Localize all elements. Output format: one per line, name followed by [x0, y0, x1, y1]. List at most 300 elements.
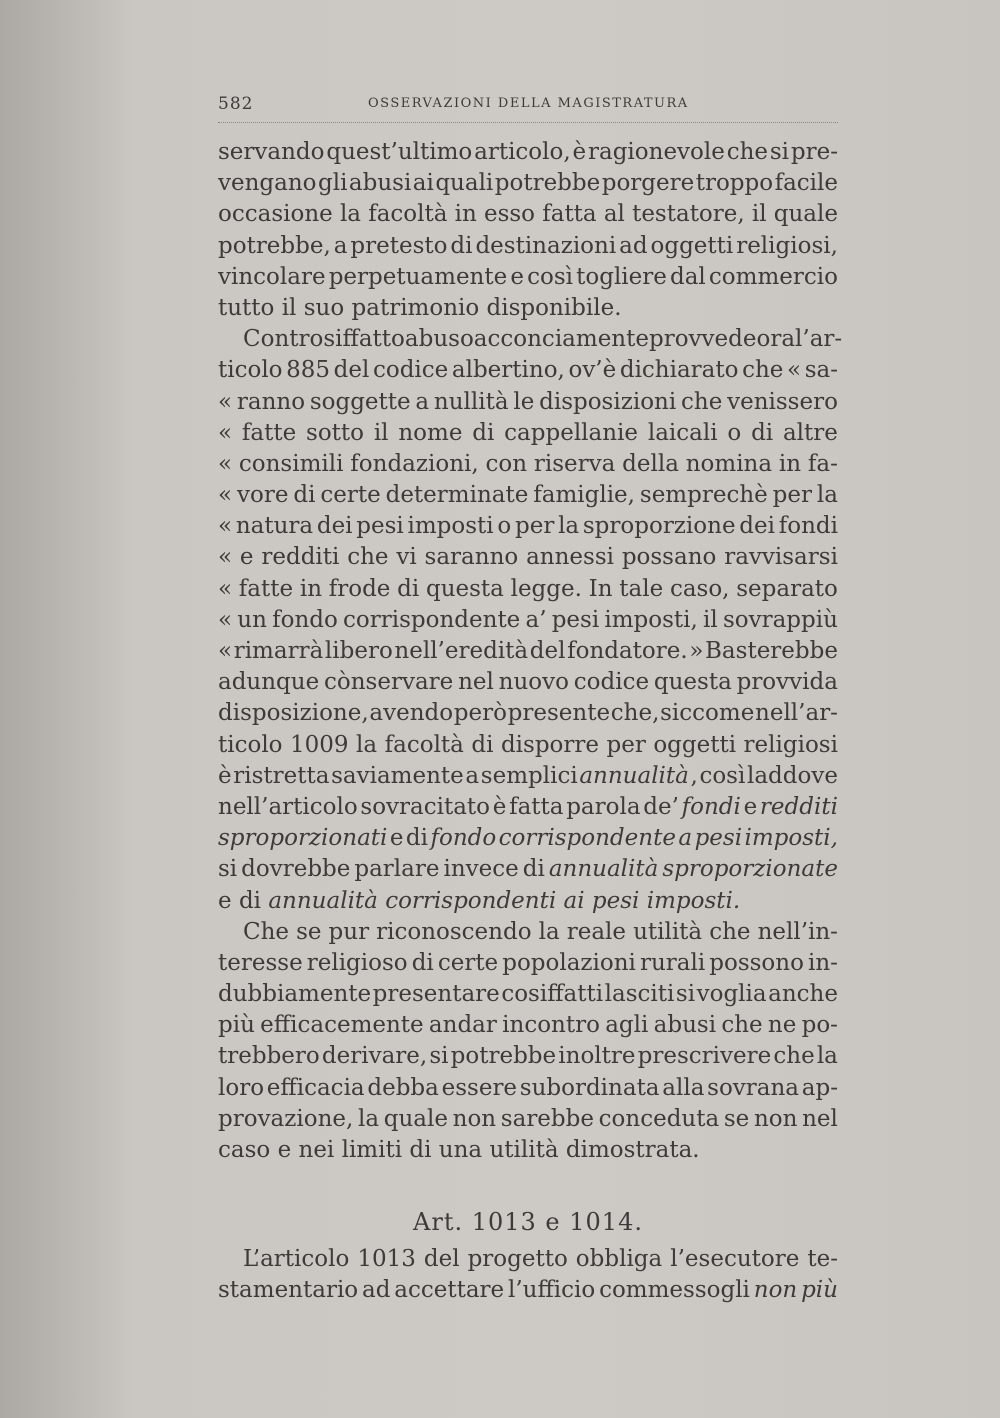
word: pre-	[790, 139, 838, 165]
word: ap-	[801, 1074, 838, 1101]
word: dubbiamente	[218, 981, 372, 1008]
word: 1013	[357, 1246, 416, 1272]
text-line	[218, 574, 838, 605]
word: per	[514, 513, 555, 540]
word: tale	[619, 575, 664, 602]
word: di	[751, 419, 774, 446]
word: fatte	[241, 419, 297, 446]
word: sa-	[804, 357, 838, 384]
text-line	[218, 1275, 838, 1306]
word: nomina	[685, 450, 773, 477]
word: altre	[782, 419, 838, 446]
word: facile	[774, 170, 838, 197]
word: accettare	[394, 1277, 505, 1304]
italic-word: corrispondente	[498, 825, 676, 852]
word: di	[411, 949, 434, 976]
word: vore	[236, 482, 289, 509]
word: siccome	[660, 700, 755, 727]
word: sovrana	[707, 1074, 800, 1101]
word: una	[438, 1137, 483, 1163]
word: te-	[807, 1246, 838, 1272]
word: esso	[483, 201, 536, 228]
word: anche	[768, 981, 838, 1008]
word: codice	[372, 357, 449, 384]
text-line	[218, 730, 838, 761]
word: di	[405, 825, 429, 852]
word: limiti	[341, 1137, 403, 1163]
italic-word: annualità	[268, 887, 378, 914]
word: il	[703, 606, 718, 633]
word: rurali	[639, 949, 706, 976]
word: utilità	[633, 918, 703, 945]
italic-word: sproporzionati	[218, 825, 388, 852]
text-line	[218, 199, 838, 230]
word: abusi	[653, 1012, 717, 1039]
word: nell’eredità	[394, 638, 529, 664]
word: ad	[361, 1277, 391, 1304]
word: abuso	[404, 326, 474, 353]
word: nome	[398, 419, 463, 446]
word: ,	[690, 762, 698, 789]
word: separato	[736, 575, 838, 602]
word: redditi	[261, 544, 340, 571]
word: a’	[525, 606, 547, 633]
section-text	[218, 1244, 838, 1306]
text-line	[218, 667, 838, 698]
text-line	[218, 979, 838, 1010]
word: articolo,	[474, 139, 571, 165]
word: laicali	[647, 419, 718, 446]
word: fatta	[509, 793, 564, 820]
italic-word: annualità	[548, 856, 659, 883]
word: che	[726, 139, 769, 165]
word: stamentario	[218, 1277, 359, 1304]
word: disposizioni	[539, 388, 677, 415]
word: del	[529, 638, 566, 664]
word: il	[373, 419, 389, 446]
word: Basterebbe	[705, 638, 838, 664]
word: «	[218, 482, 233, 509]
word: la	[538, 918, 560, 945]
page-header	[218, 94, 838, 123]
word: se	[296, 918, 322, 945]
word: per	[772, 482, 812, 509]
word: dovrebbe	[241, 856, 351, 883]
page-gutter-shadow	[0, 0, 130, 1418]
word: il	[281, 294, 297, 321]
word: «	[218, 575, 233, 602]
word: in	[454, 201, 477, 228]
word: si	[675, 981, 696, 1008]
word: servando	[218, 139, 325, 165]
text-line	[218, 854, 838, 885]
word: però	[453, 700, 507, 727]
text-line	[218, 293, 838, 324]
word: certe	[320, 482, 381, 509]
word: fondazioni,	[350, 450, 479, 477]
word: la	[358, 1105, 380, 1132]
word: Contro	[243, 326, 324, 353]
word: nullità	[433, 388, 509, 415]
word: possono	[709, 949, 804, 976]
word: cosiffatti	[501, 981, 604, 1008]
text-line	[218, 418, 838, 449]
word: vi	[396, 544, 417, 571]
word: «	[218, 513, 233, 540]
word: si	[769, 139, 790, 165]
word: ai	[412, 170, 434, 197]
word: imposti,	[604, 606, 698, 633]
word: di	[409, 1137, 432, 1163]
word: ragionevole	[588, 139, 725, 165]
word: popolazioni	[502, 949, 636, 976]
word: po-	[801, 1012, 838, 1039]
word: nell’in-	[757, 918, 838, 945]
text-line	[218, 636, 838, 667]
word: corrispondente	[343, 606, 521, 633]
word: pesi	[356, 513, 404, 540]
word: al	[603, 201, 625, 228]
word: religioso	[306, 949, 408, 976]
word: si	[218, 856, 238, 883]
word: quest’ultimo	[326, 139, 473, 165]
word: disponibile.	[486, 294, 622, 321]
word: 1009	[290, 731, 349, 758]
word: fondatore.	[567, 638, 688, 664]
word: religiosi,	[736, 232, 838, 259]
word: di	[293, 482, 316, 509]
word: suo	[303, 294, 345, 321]
word: teresse	[218, 949, 303, 976]
word: obbliga	[575, 1246, 663, 1272]
word: agli	[605, 1012, 649, 1039]
word: provvede	[648, 326, 757, 353]
word: saranno	[424, 544, 519, 571]
word: adunque	[218, 669, 320, 696]
word: fatte	[238, 575, 294, 602]
text-line	[218, 1010, 838, 1041]
word: è	[218, 762, 232, 789]
word: sovracitato	[360, 793, 491, 820]
word: o	[727, 419, 742, 446]
word: Che	[243, 918, 290, 945]
word: famiglie,	[533, 482, 635, 509]
word: derivare,	[321, 1043, 428, 1070]
word: ristretta	[233, 762, 330, 789]
text-line	[218, 449, 838, 480]
word: l’ar-	[795, 326, 843, 353]
word: consimili	[238, 450, 344, 477]
text-line	[218, 168, 838, 199]
word: fatta	[542, 201, 597, 228]
word: perpetuamente	[328, 263, 508, 290]
word: ravvisarsi	[724, 544, 838, 571]
word: trebbero	[218, 1043, 320, 1070]
text-line	[218, 605, 838, 636]
word: le	[513, 388, 535, 415]
word: lasciti	[604, 981, 675, 1008]
word: la	[816, 482, 838, 509]
word: questa	[425, 575, 504, 602]
word: non	[452, 1105, 497, 1132]
word: l’ufficio	[507, 1277, 596, 1304]
word: nuovo	[498, 669, 569, 696]
word: della	[622, 450, 679, 477]
text-line	[218, 792, 838, 823]
word: incontro	[502, 1012, 600, 1039]
word: dei	[739, 513, 775, 540]
word: potrebbe	[450, 1043, 557, 1070]
text-line	[218, 480, 838, 511]
word: di	[450, 232, 473, 259]
word: «	[218, 388, 233, 415]
word: togliere	[576, 263, 667, 290]
word: provazione,	[218, 1105, 354, 1132]
word: In	[588, 575, 613, 602]
word: commessogli	[599, 1277, 750, 1304]
word: nell’ar-	[755, 700, 838, 727]
word: di	[472, 419, 495, 446]
word: oggetti	[650, 232, 734, 259]
word: debba	[367, 1074, 439, 1101]
word: sarebbe	[500, 1105, 594, 1132]
word: efficacemente	[260, 1012, 424, 1039]
word: albertino,	[451, 357, 565, 384]
word: cappellanie	[504, 419, 639, 446]
word: se	[723, 1105, 750, 1132]
word: «	[218, 638, 233, 664]
text-line	[218, 1073, 838, 1104]
word: e	[277, 1137, 292, 1163]
word: conceduta	[598, 1105, 720, 1132]
word: »	[689, 638, 704, 664]
text-line	[218, 823, 838, 854]
word: riserva	[533, 450, 616, 477]
word: presentare	[372, 981, 500, 1008]
word: soggette	[309, 388, 411, 415]
text-line	[218, 137, 838, 168]
word: subordinata	[519, 1074, 660, 1101]
word: «	[218, 419, 233, 446]
word: che	[347, 544, 389, 571]
word: ora	[756, 326, 796, 353]
word: è	[572, 139, 587, 165]
word: frode	[328, 575, 391, 602]
word: natura	[235, 513, 314, 540]
word: annessi	[526, 544, 614, 571]
word: la	[816, 1043, 838, 1070]
word: nel	[802, 1105, 838, 1132]
text-line	[218, 1244, 838, 1275]
italic-word: pesi	[694, 825, 743, 852]
word: e	[743, 793, 758, 820]
word: disporre	[500, 731, 599, 758]
word: laddove	[746, 762, 838, 789]
word: sovrappiù	[722, 606, 838, 633]
text-line	[218, 324, 843, 355]
word: avendo	[369, 700, 454, 727]
word: vincolare	[218, 263, 326, 290]
word: provvida	[736, 669, 838, 696]
word: del	[423, 1246, 460, 1272]
word: caso	[218, 1137, 271, 1163]
word: certe	[437, 949, 499, 976]
word: parola	[566, 793, 641, 820]
word: di	[471, 731, 494, 758]
word: che	[773, 1043, 815, 1070]
word: commercio	[708, 263, 838, 290]
word: dei	[316, 513, 353, 540]
italic-word: più	[801, 1277, 838, 1304]
word: cònservare	[324, 669, 454, 696]
word: occasione	[218, 201, 333, 228]
word: imposti	[407, 513, 494, 540]
word: facoltà	[368, 201, 448, 228]
word: sproporzione	[582, 513, 736, 540]
text-line	[218, 542, 838, 573]
word: semplici	[480, 762, 578, 789]
italic-word: imposti.	[646, 887, 741, 914]
word: o	[497, 513, 512, 540]
text-line	[218, 698, 838, 729]
italic-word: sproporzionate	[662, 856, 838, 883]
word: disposizione,	[218, 700, 369, 727]
word: questa	[653, 669, 732, 696]
word: così	[699, 762, 746, 789]
word: pur	[328, 918, 370, 945]
word: nei	[298, 1137, 335, 1163]
word: «	[218, 544, 233, 571]
word: semprechè	[639, 482, 768, 509]
word: alla	[662, 1074, 705, 1101]
word: in-	[807, 949, 838, 976]
word: che	[709, 918, 751, 945]
word: «	[787, 357, 802, 384]
word: fondo	[272, 606, 338, 633]
word: venissero	[727, 388, 838, 415]
word: determinate	[385, 482, 529, 509]
italic-word: fondo	[430, 825, 497, 852]
text-line	[218, 917, 838, 948]
word: parlare	[354, 856, 440, 883]
text-line	[218, 1135, 838, 1166]
word: facoltà	[384, 731, 464, 758]
word: potrebbe,	[218, 232, 331, 259]
word: reale	[566, 918, 627, 945]
word: ticolo	[218, 357, 283, 384]
word: utilità	[489, 1137, 559, 1163]
word: de’	[643, 793, 679, 820]
word: dichiarato	[619, 357, 739, 384]
word: testatore,	[632, 201, 745, 228]
word: così	[527, 263, 573, 290]
page-number: 582	[218, 94, 254, 114]
word: prescrivere	[637, 1043, 772, 1070]
word: nel	[458, 669, 494, 696]
word: abusi	[348, 170, 412, 197]
text-line	[218, 231, 838, 262]
word: essere	[441, 1074, 518, 1101]
word: pretesto	[350, 232, 448, 259]
word: che	[681, 388, 723, 415]
word: 885	[286, 357, 331, 384]
word: a	[465, 762, 480, 789]
word: l’esecutore	[670, 1246, 800, 1272]
text-line	[218, 761, 838, 792]
text-line	[218, 262, 838, 293]
word: pesi	[551, 606, 600, 633]
word: gli	[317, 170, 348, 197]
italic-word: pesi	[591, 887, 640, 914]
word: e	[510, 263, 524, 290]
text-line	[218, 511, 838, 542]
word: destinazioni	[475, 232, 617, 259]
word: ad	[619, 232, 648, 259]
italic-word: a	[678, 825, 693, 852]
word: in	[299, 575, 323, 602]
italic-word: fondi	[681, 793, 741, 820]
word: progetto	[467, 1246, 568, 1272]
section-title: Art. 1013 e 1014.	[413, 1208, 643, 1236]
word: efficacia	[266, 1074, 365, 1101]
italic-word: non	[753, 1277, 798, 1304]
word: con	[485, 450, 528, 477]
word: libero	[324, 638, 393, 664]
italic-word: annualità	[579, 762, 689, 789]
word: riconoscendo	[376, 918, 532, 945]
word: potrebbe	[494, 170, 601, 197]
word: fondi	[778, 513, 838, 540]
text-line	[218, 948, 838, 979]
body-text	[218, 137, 843, 1166]
word: ne	[767, 1012, 797, 1039]
word: del	[333, 357, 370, 384]
word: dal	[670, 263, 706, 290]
word: siffatto	[323, 326, 405, 353]
word: la	[356, 731, 378, 758]
word: vengano	[218, 170, 317, 197]
word: un	[237, 606, 267, 633]
word: che,	[610, 700, 660, 727]
italic-word: redditi	[759, 793, 838, 820]
word: caso,	[669, 575, 730, 602]
word: codice	[573, 669, 650, 696]
word: L’articolo	[243, 1246, 350, 1272]
word: sotto	[306, 419, 365, 446]
word: quali	[435, 170, 494, 197]
word: tutto	[218, 294, 275, 321]
word: saviamente	[331, 762, 464, 789]
word: di	[397, 575, 420, 602]
word: di	[238, 887, 262, 914]
word: è	[492, 793, 507, 820]
word: acconciamente	[473, 326, 649, 353]
word: troppo	[695, 170, 774, 197]
text-line	[218, 387, 838, 418]
word: religiosi	[743, 731, 838, 758]
word: patrimonio	[351, 294, 480, 321]
word: quale	[383, 1105, 448, 1132]
word: e	[239, 544, 254, 571]
word: non	[753, 1105, 798, 1132]
italic-word: imposti,	[744, 825, 838, 852]
word: quale	[773, 201, 838, 228]
word: ranno	[236, 388, 306, 415]
word: a	[333, 232, 348, 259]
word: dimostrata.	[565, 1137, 700, 1163]
word: porgere	[601, 170, 695, 197]
word: e	[389, 825, 404, 852]
